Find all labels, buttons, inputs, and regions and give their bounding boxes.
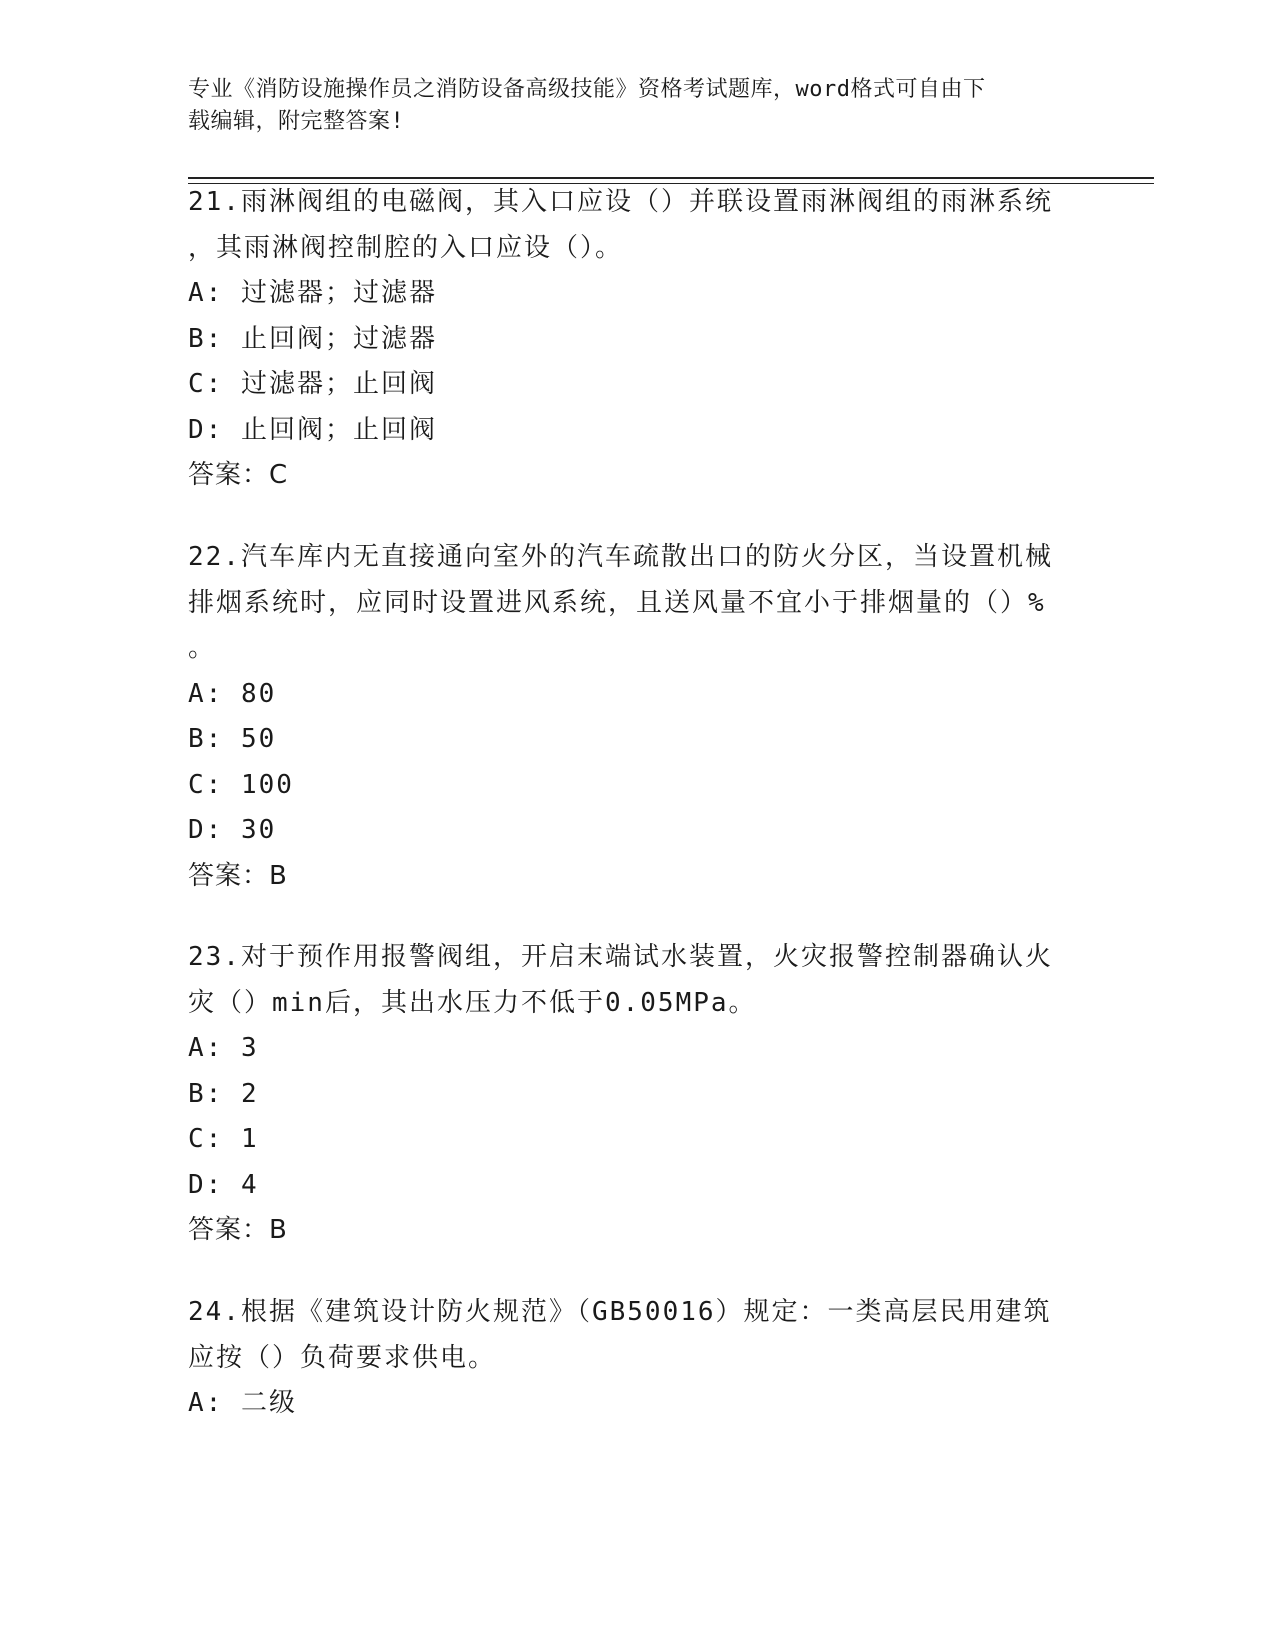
answer-label: 答案：B xyxy=(188,1215,288,1245)
question-stem-line: ，其雨淋阀控制腔的入口应设（）。 xyxy=(188,232,624,263)
option-a: A: 二级 xyxy=(188,1388,297,1418)
question-stem-line: 24.根据《建筑设计防火规范》（GB50016）规定：一类高层民用建筑 xyxy=(188,1297,1052,1327)
option-c: C: 100 xyxy=(188,769,294,800)
question-22 xyxy=(188,535,1088,899)
question-24 xyxy=(188,1290,1088,1427)
option-d: D: 30 xyxy=(188,815,277,845)
option-a: A: 过滤器；过滤器 xyxy=(188,278,437,308)
option-a: A: 80 xyxy=(188,678,277,709)
question-stem-line: 排烟系统时，应同时设置进风系统，且送风量不宜小于排烟量的（）% xyxy=(188,587,1046,618)
option-b: B: 2 xyxy=(188,1078,259,1109)
header-line-1: 专业《消防设施操作员之消防设备高级技能》资格考试题库，word格式可自由下 xyxy=(188,77,986,102)
option-c: C: 过滤器；止回阀 xyxy=(188,369,437,399)
question-stem-line: 灾（）min后，其出水压力不低于0.05MPa。 xyxy=(188,987,757,1018)
question-23 xyxy=(188,935,1088,1254)
question-stem-line: 应按（）负荷要求供电。 xyxy=(188,1342,497,1373)
option-a: A: 3 xyxy=(188,1033,259,1063)
answer-label: 答案：C xyxy=(188,460,289,490)
header-line-2: 载编辑，附完整答案! xyxy=(188,109,405,134)
option-b: B: 50 xyxy=(188,724,277,754)
option-d: D: 止回阀；止回阀 xyxy=(188,414,437,445)
header-rule-thick xyxy=(188,177,1154,179)
option-d: D: 4 xyxy=(188,1169,259,1200)
question-stem-line: 21.雨淋阀组的电磁阀，其入口应设（）并联设置雨淋阀组的雨淋系统 xyxy=(188,187,1053,217)
option-c: C: 1 xyxy=(188,1124,259,1154)
question-21 xyxy=(188,180,1088,499)
answer-label: 答案：B xyxy=(188,860,288,891)
question-stem-line: 22.汽车库内无直接通向室外的汽车疏散出口的防火分区，当设置机械 xyxy=(188,542,1053,572)
option-b: B: 止回阀；过滤器 xyxy=(188,323,437,354)
document-header xyxy=(188,74,1088,138)
question-stem-line: 23.对于预作用报警阀组，开启末端试水装置，火灾报警控制器确认火 xyxy=(188,942,1053,972)
question-stem-line: 。 xyxy=(188,633,217,663)
